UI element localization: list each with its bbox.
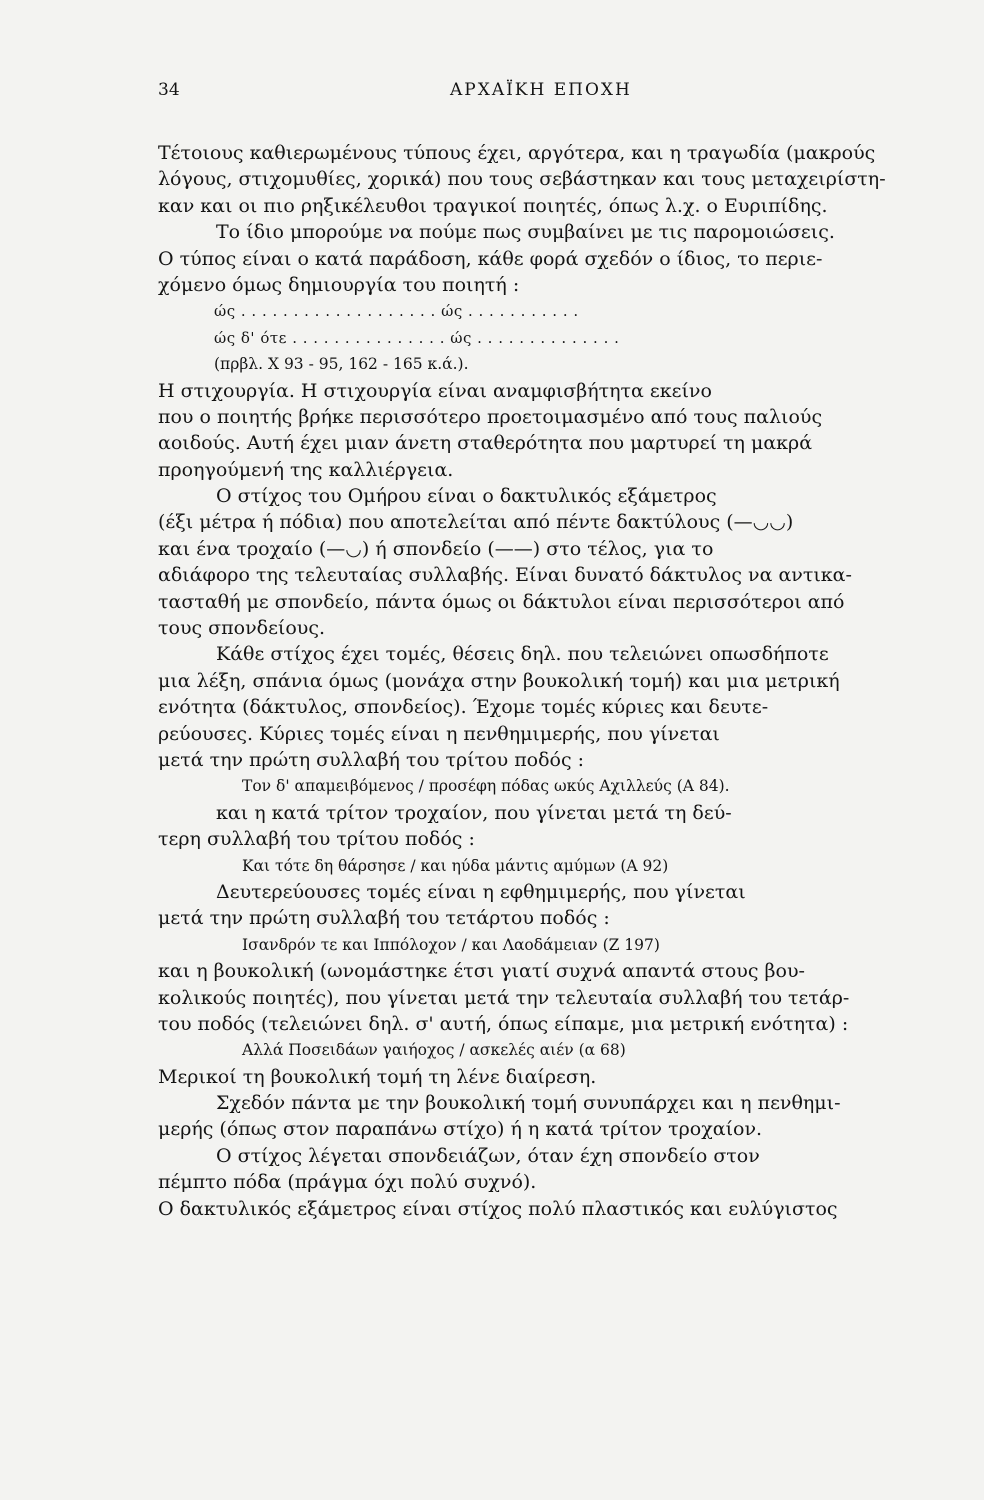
text-line: (έξι μέτρα ή πόδια) που αποτελείται από πέντε δακτύλους (—◡◡) [158,511,794,534]
text-line: λόγους, στιχομυθίες, χορικά) που τους σεβάστηκαν και τους μεταχειρίστη- [158,168,886,191]
body-text [158,140,958,1222]
text-line: πέμπτο πόδα (πράγμα όχι πολύ συχνό). [158,1171,537,1194]
text-line: Σχεδόν πάντα με την βουκολική τομή συνυπάρχει και η πενθημι- [216,1092,841,1115]
text-line: Ο δακτυλικός εξάμετρος είναι στίχος πολύ πλαστικός και ευλύγιστος [158,1197,838,1220]
text-line: ρεύουσες. Κύριες τομές είναι η πενθημιμερής, που γίνεται [158,722,720,745]
text-line: Μερικοί τη βουκολική τομή τη λένε διαίρεση. [158,1065,597,1088]
text-line: Ο στίχος λέγεται σπονδειάζων, όταν έχη σπονδείο στον [216,1144,760,1167]
quote-line: Αλλά Ποσειδάων γαιήοχος / ασκελές αιέν (α 68) [242,1041,626,1060]
quote-line: Ισανδρόν τε και Ιππόλοχον / και Λαοδάμειαν (Ζ 197) [242,935,660,954]
text-line: τερη συλλαβή του τρίτου ποδός : [158,828,475,851]
text-line: τους σπονδείους. [158,617,326,640]
text-line: μετά την πρώτη συλλαβή του τρίτου ποδός : [158,748,585,771]
page-header [158,80,950,110]
text-line: αδιάφορο της τελευταίας συλλαβής. Είναι δυνατό δάκτυλος να αντικα- [158,564,852,587]
text-line: κολικούς ποιητές), που γίνεται μετά την τελευταία συλλαβή του τετάρ- [158,986,850,1009]
text-line: Κάθε στίχος έχει τομές, θέσεις δηλ. που τελειώνει οπωσδήποτε [216,643,829,666]
section-heading-line: Η στιχουργία. Η στιχουργία είναι αναμφισβήτητα εκείνο [158,379,712,402]
simile-dots-line: ώς δ' ότε . . . . . . . . . . . . . . . ώς . . . . . . . . . . . . . . [214,328,620,347]
text-line: αοιδούς. Αυτή έχει μιαν άνετη σταθερότητα που μαρτυρεί τη μακρά [158,432,813,455]
text-line: τασταθή με σπονδείο, πάντα όμως οι δάκτυλοι είναι περισσότεροι από [158,590,845,613]
simile-dots-line: ώς . . . . . . . . . . . . . . . . . . . ώς . . . . . . . . . . . [214,302,579,321]
page-number: 34 [158,80,180,100]
running-title: ΑΡΧΑΪΚΗ ΕΠΟΧΗ [450,80,632,100]
quote-line: Τον δ' απαμειβόμενος / προσέφη πόδας ωκύς Αχιλλεύς (Α 84). [242,777,730,796]
text-line: και η βουκολική (ωνομάστηκε έτσι γιατί συχνά απαντά στους βου- [158,960,805,983]
text-line: του ποδός (τελειώνει δηλ. σ' αυτή, όπως είπαμε, μια μετρική ενότητα) : [158,1012,849,1035]
text-line: Ο στίχος του Ομήρου είναι ο δακτυλικός εξάμετρος [216,485,717,508]
text-line: προηγούμενή της καλλιέργεια. [158,458,454,481]
text-line: που ο ποιητής βρήκε περισσότερο προετοιμασμένο από τους παλιούς [158,405,823,428]
text-line: μετά την πρώτη συλλαβή του τετάρτου ποδός : [158,907,610,930]
text-line: μια λέξη, σπάνια όμως (μονάχα στην βουκολική τομή) και μια μετρική [158,669,840,692]
text-line: χόμενο όμως δημιουργία του ποιητή : [158,273,520,296]
text-line: και ένα τροχαίο (—◡) ή σπονδείο (——) στο τέλος, για το [158,537,714,560]
text-line: καν και οι πιο ρηξικέλευθοι τραγικοί ποιητές, όπως λ.χ. ο Ευριπίδης. [158,194,828,217]
reference-line: (πρβλ. Χ 93 - 95, 162 - 165 κ.ά.). [214,355,469,374]
text-line: Δευτερεύουσες τομές είναι η εφθημιμερής, που γίνεται [216,880,746,903]
text-line: και η κατά τρίτον τροχαίον, που γίνεται μετά τη δεύ- [216,801,732,824]
text-line: ενότητα (δάκτυλος, σπονδείος). Έχομε τομές κύριες και δευτε- [158,696,769,719]
text-line: Ο τύπος είναι ο κατά παράδοση, κάθε φορά σχεδόν ο ίδιος, το περιε- [158,247,823,270]
text-line: Τέτοιους καθιερωμένους τύπους έχει, αργότερα, και η τραγωδία (μακρούς [158,142,876,164]
quote-line: Και τότε δη θάρσησε / και ηύδα μάντις αμύμων (Α 92) [242,856,669,875]
text-line: Το ίδιο μπορούμε να πούμε πως συμβαίνει με τις παρομοιώσεις. [216,221,835,244]
text-line: μερής (όπως στον παραπάνω στίχο) ή η κατά τρίτον τροχαίον. [158,1118,763,1141]
